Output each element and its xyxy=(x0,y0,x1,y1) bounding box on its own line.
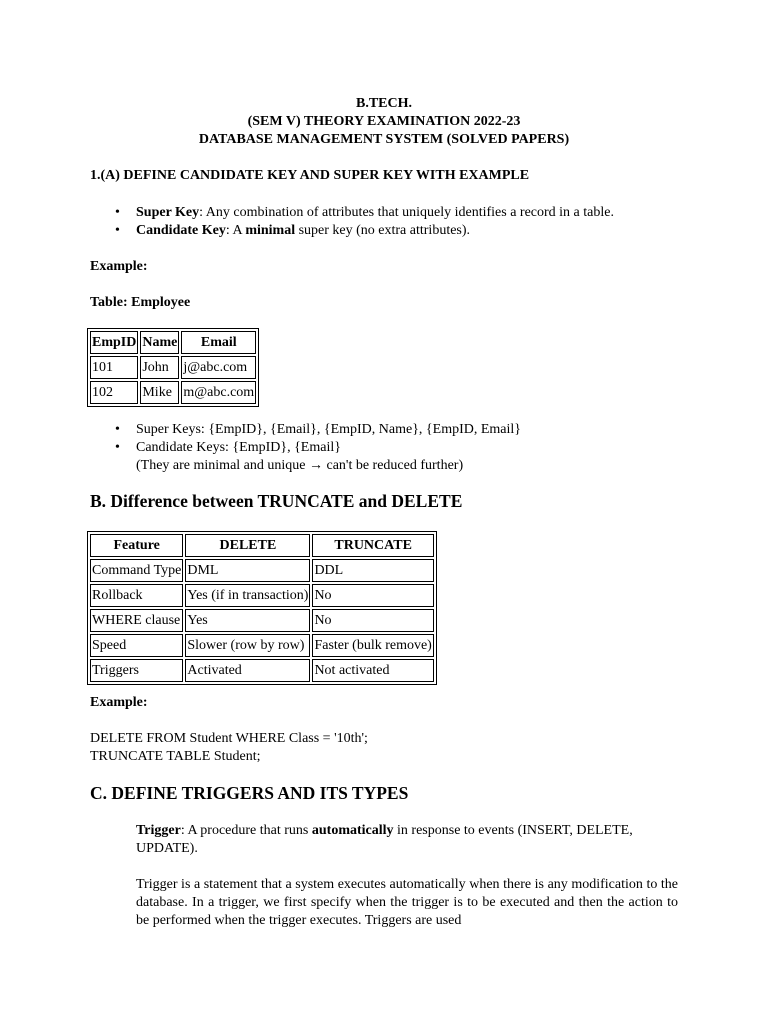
sql-example xyxy=(90,730,368,766)
column-header: Email xyxy=(181,331,256,354)
candidate-key-text-end: super key (no extra attributes). xyxy=(295,223,471,238)
table-cell: Command Type xyxy=(90,559,183,582)
trigger-definition-text: : A procedure that runs xyxy=(180,823,312,838)
title-line-2: (SEM V) THEORY EXAMINATION 2022-23 xyxy=(247,114,521,129)
title-line-3: DATABASE MANAGEMENT SYSTEM (SOLVED PAPERS) xyxy=(198,132,570,147)
sql-delete-line: DELETE FROM Student WHERE Class = '10th'; xyxy=(90,731,368,746)
bullet-icon: • xyxy=(115,205,120,220)
trigger-term: Trigger xyxy=(136,823,181,838)
table-row xyxy=(90,609,434,632)
bullet-icon: • xyxy=(115,223,120,238)
table-cell: Yes xyxy=(185,609,310,632)
table-row xyxy=(90,356,256,379)
bullet-icon: • xyxy=(115,422,120,437)
trigger-paragraph: Trigger is a statement that a system executes automatically when there is any modification to the database. In a trigger, we first specify when the trigger is to be executed and then the action to be performed when the trigger executes. Triggers are used xyxy=(136,877,678,928)
table-cell: Yes (if in transaction) xyxy=(185,584,310,607)
super-keys-text: Super Keys: {EmpID}, {Email}, {EmpID, Name}, {EmpID, Email} xyxy=(136,422,522,437)
section-b-heading: B. Difference between TRUNCATE and DELETE xyxy=(90,491,463,511)
table-cell: 102 xyxy=(90,381,138,404)
column-header: Feature xyxy=(90,534,183,557)
title-line-1: B.TECH. xyxy=(355,96,412,111)
list-item xyxy=(113,421,521,439)
truncate-delete-table xyxy=(87,531,437,685)
list-item xyxy=(113,439,521,475)
table-cell: Triggers xyxy=(90,659,183,682)
candidate-keys-text: Candidate Keys: {EmpID}, {Email} xyxy=(136,440,341,455)
table-cell: John xyxy=(140,356,179,379)
trigger-definition-emphasis: automatically xyxy=(311,823,394,838)
table-cell: Rollback xyxy=(90,584,183,607)
example-label: Example: xyxy=(90,259,148,274)
table-cell: Activated xyxy=(185,659,310,682)
column-header: Name xyxy=(140,331,179,354)
sql-truncate-line: TRUNCATE TABLE Student; xyxy=(90,749,261,764)
table-header-row xyxy=(90,534,434,557)
table-cell: Mike xyxy=(140,381,179,404)
table-header-row xyxy=(90,331,256,354)
trigger-definition-text-end: in response to events (INSERT, DELETE, UPDATE). xyxy=(136,823,633,856)
table-row xyxy=(90,559,434,582)
table-cell: Not activated xyxy=(312,659,433,682)
example-label: Example: xyxy=(90,695,148,710)
key-definitions-list xyxy=(113,204,614,240)
table-cell: DDL xyxy=(312,559,433,582)
column-header: DELETE xyxy=(185,534,310,557)
table-row xyxy=(90,584,434,607)
section-c-heading: C. DEFINE TRIGGERS AND ITS TYPES xyxy=(90,783,409,803)
candidate-key-text: : A xyxy=(225,223,246,238)
bullet-icon: • xyxy=(115,440,120,455)
document-title xyxy=(0,95,768,149)
question-1a-heading: 1.(A) DEFINE CANDIDATE KEY AND SUPER KEY WITH EXAMPLE xyxy=(90,168,530,183)
table-cell: No xyxy=(312,584,433,607)
table-cell: Speed xyxy=(90,634,183,657)
table-cell: Slower (row by row) xyxy=(185,634,310,657)
table-cell: 101 xyxy=(90,356,138,379)
list-item xyxy=(113,222,614,240)
keys-note: (They are minimal and unique → can't be reduced further) xyxy=(136,458,464,473)
table-cell: WHERE clause xyxy=(90,609,183,632)
trigger-definition xyxy=(136,822,678,858)
table-cell: Faster (bulk remove) xyxy=(312,634,433,657)
super-key-term: Super Key xyxy=(136,205,200,220)
candidate-key-emphasis: minimal xyxy=(245,223,296,238)
list-item xyxy=(113,204,614,222)
table-row xyxy=(90,634,434,657)
table-row xyxy=(90,659,434,682)
candidate-key-term: Candidate Key xyxy=(136,223,226,238)
table-caption: Table: Employee xyxy=(90,295,191,310)
super-key-definition: : Any combination of attributes that uniquely identifies a record in a table. xyxy=(199,205,614,220)
table-cell: DML xyxy=(185,559,310,582)
column-header: TRUNCATE xyxy=(312,534,433,557)
table-cell: m@abc.com xyxy=(181,381,256,404)
table-cell: No xyxy=(312,609,433,632)
keys-list xyxy=(113,421,521,475)
table-row xyxy=(90,381,256,404)
table-cell: j@abc.com xyxy=(181,356,256,379)
column-header: EmpID xyxy=(90,331,138,354)
employee-table xyxy=(87,328,259,407)
